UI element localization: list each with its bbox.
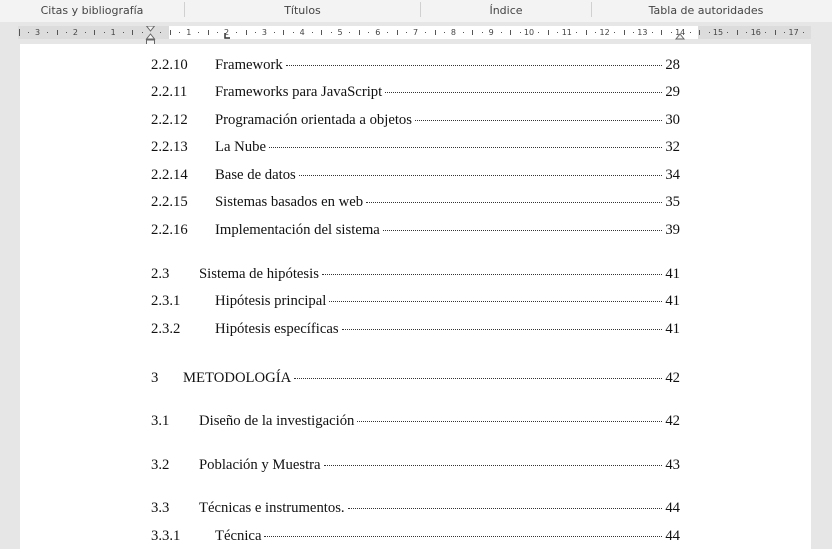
toc-leader-dots — [383, 229, 663, 231]
toc-entry-page: 39 — [665, 222, 680, 238]
toc-entry-number: 2.2.15 — [151, 194, 188, 210]
toc-entry-page: 32 — [665, 139, 680, 155]
toc-entry-title: Frameworks para JavaScript — [215, 84, 383, 100]
toc-entry-title: Diseño de la investigación — [199, 413, 355, 429]
ruler-number: 2 — [72, 28, 78, 37]
toc-leader-dots — [385, 91, 662, 93]
toc-entry-page: 30 — [665, 112, 680, 128]
ruler-number: 4 — [299, 28, 305, 37]
toc-entry-number: 2.2.13 — [151, 139, 188, 155]
toc-entry-page: 34 — [665, 167, 680, 183]
toc-entry-title: Base de datos — [215, 167, 296, 183]
toc-entry-page: 42 — [665, 370, 680, 386]
toc-entry-number: 3 — [151, 370, 159, 386]
ribbon-group-citations[interactable]: Citas y bibliografía — [40, 4, 144, 17]
ruler-number: 16 — [750, 28, 761, 37]
ruler-number: 8 — [450, 28, 456, 37]
toc-entry-number: 2.2.14 — [151, 167, 188, 183]
toc-entry-title: Framework — [215, 57, 283, 73]
toc-entry-page: 44 — [665, 500, 680, 516]
toc-entry[interactable] — [151, 500, 680, 520]
toc-entry[interactable] — [151, 321, 680, 341]
ruler-number: 15 — [712, 28, 724, 37]
toc-entry-page: 35 — [665, 194, 680, 210]
toc-entry-title: Población y Muestra — [199, 457, 321, 473]
toc-entry[interactable] — [151, 293, 680, 313]
toc-entry[interactable] — [151, 457, 680, 477]
ruler-number: 14 — [675, 28, 686, 37]
toc-entry-page: 41 — [665, 293, 680, 309]
toc-entry-number: 2.2.11 — [151, 84, 188, 100]
toc-leader-dots — [342, 328, 663, 330]
ruler-number: 13 — [637, 28, 648, 37]
toc-entry-title: Programación orientada a objetos — [215, 112, 412, 128]
toc-entry[interactable] — [151, 84, 680, 104]
toc-leader-dots — [269, 146, 662, 148]
toc-entry-page: 43 — [665, 457, 680, 473]
toc-leader-dots — [286, 64, 663, 66]
ruler-number: 2 — [224, 28, 230, 37]
toc-entry-number: 2.2.12 — [151, 112, 188, 128]
ribbon-group-index[interactable]: Índice — [489, 4, 523, 17]
toc-entry[interactable] — [151, 370, 680, 390]
toc-entry-title: Hipótesis principal — [215, 293, 327, 309]
toc-leader-dots — [415, 119, 662, 121]
toc-leader-dots — [366, 201, 662, 203]
toc-entry-page: 29 — [665, 84, 680, 100]
ruler-number: 3 — [35, 28, 41, 37]
toc-entry[interactable] — [151, 413, 680, 433]
toc-entry[interactable] — [151, 528, 680, 548]
ruler-number: 10 — [523, 28, 535, 37]
ruler-number: 9 — [488, 28, 494, 37]
toc-entry-page: 44 — [665, 528, 680, 544]
toc-entry[interactable] — [151, 112, 680, 132]
toc-entry-number: 2.3.1 — [151, 293, 181, 309]
ruler-number: 17 — [788, 28, 799, 37]
toc-entry-page: 41 — [665, 321, 680, 337]
toc-leader-dots — [357, 420, 662, 422]
toc-leader-dots — [348, 507, 663, 509]
toc-entry-page: 41 — [665, 266, 680, 282]
toc-leader-dots — [324, 464, 663, 466]
toc-entry-title: Técnicas e instrumentos. — [199, 500, 345, 516]
toc-entry-page: 42 — [665, 413, 680, 429]
toc-entry-title: METODOLOGÍA — [183, 370, 292, 386]
toc-entry[interactable] — [151, 167, 680, 187]
toc-leader-dots — [299, 174, 663, 176]
toc-entry[interactable] — [151, 194, 680, 214]
toc-entry-number: 3.3 — [151, 500, 170, 516]
toc-leader-dots — [329, 300, 662, 302]
toc-entry-page: 28 — [665, 57, 680, 73]
toc-entry-number: 2.2.16 — [151, 222, 188, 238]
toc-leader-dots — [294, 377, 662, 379]
toc-entry-number: 3.1 — [151, 413, 170, 429]
ruler-number: 11 — [561, 28, 572, 37]
toc-entry-title: Hipótesis específicas — [215, 321, 339, 337]
ruler-number: 12 — [599, 28, 610, 37]
toc-entry-number: 2.3.2 — [151, 321, 181, 337]
ruler-number: 7 — [413, 28, 419, 37]
toc-entry-title: Técnica — [215, 528, 262, 544]
toc-entry-title: Sistema de hipótesis — [199, 266, 319, 282]
toc-entry-number: 2.3 — [151, 266, 170, 282]
toc-entry-title: Implementación del sistema — [215, 222, 380, 238]
ruler-number: 1 — [186, 28, 192, 37]
ribbon-group-labels — [0, 0, 832, 23]
document-page[interactable] — [20, 44, 811, 549]
toc-entry[interactable] — [151, 222, 680, 242]
toc-entry[interactable] — [151, 139, 680, 159]
ruler-number: 3 — [261, 28, 267, 37]
toc-entry[interactable] — [151, 266, 680, 286]
ruler-number: 5 — [337, 28, 343, 37]
toc-entry-title: Sistemas basados en web — [215, 194, 364, 210]
toc-entry[interactable] — [151, 57, 680, 77]
toc-leader-dots — [264, 535, 662, 537]
toc-entry-number: 2.2.10 — [151, 57, 188, 73]
toc-entry-number: 3.2 — [151, 457, 170, 473]
hanging-indent-marker[interactable] — [147, 34, 155, 39]
ribbon-group-authorities[interactable]: Tabla de autoridades — [648, 4, 764, 17]
ruler-number: 6 — [375, 28, 381, 37]
ribbon-group-captions[interactable]: Títulos — [284, 4, 321, 17]
horizontal-ruler[interactable] — [18, 26, 811, 39]
first-line-indent-marker[interactable] — [147, 26, 155, 31]
toc-entry-title: La Nube — [215, 139, 266, 155]
toc-entry-number: 3.3.1 — [151, 528, 181, 544]
ruler-number: 1 — [110, 28, 116, 37]
toc-leader-dots — [322, 273, 662, 275]
horizontal-ruler-area — [0, 22, 832, 44]
